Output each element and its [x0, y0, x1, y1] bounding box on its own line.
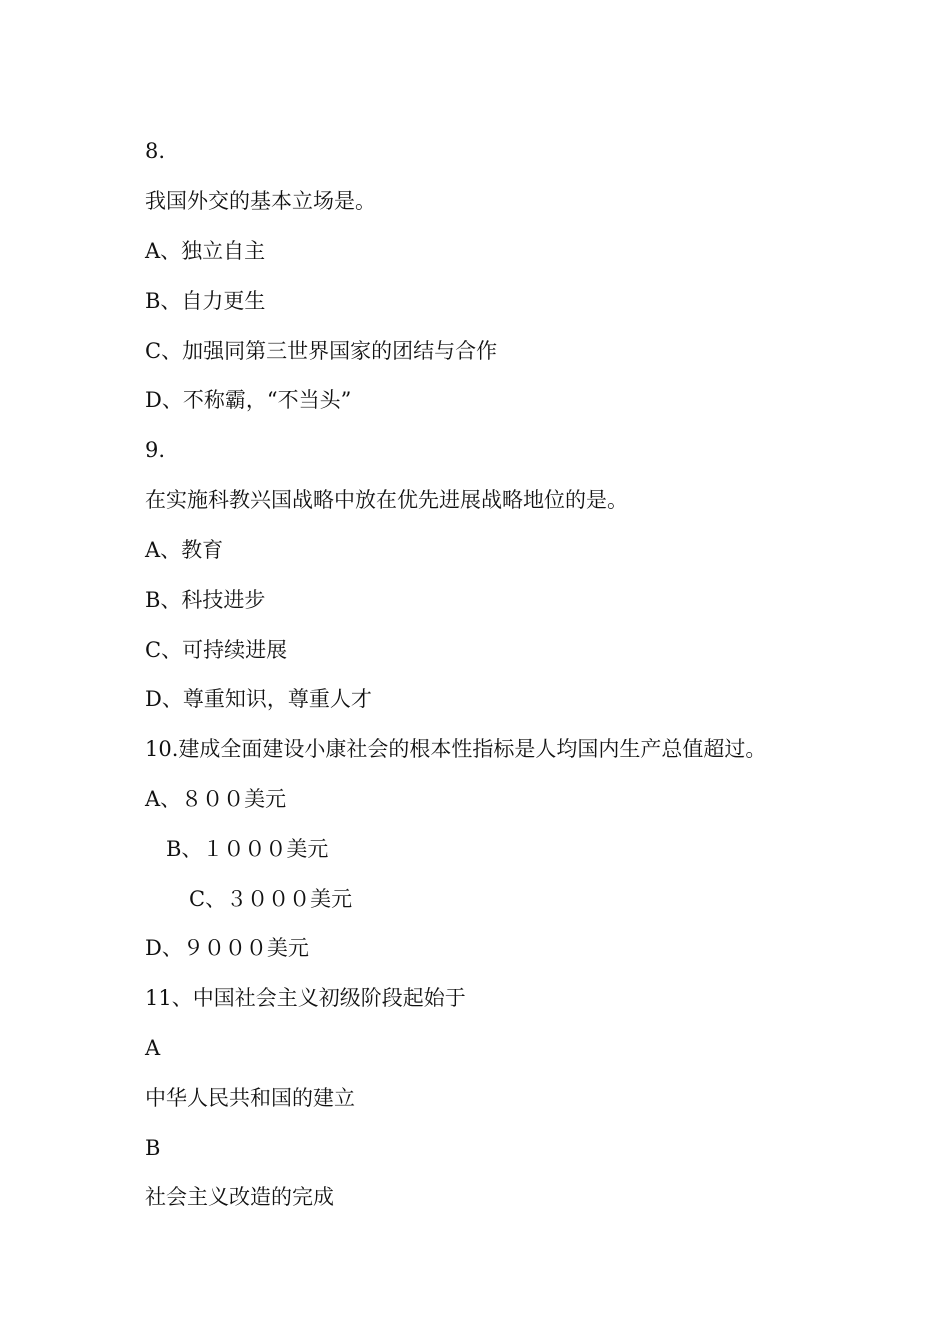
- question-11-option-a-letter: A: [145, 1036, 161, 1060]
- question-8-option-b: B、自力更生: [145, 289, 266, 313]
- question-9-option-b: B、科技进步: [145, 588, 266, 612]
- question-10-option-d: D、９０００美元: [145, 936, 309, 960]
- question-11-option-b-letter: B: [145, 1136, 161, 1160]
- question-11-text: 11、中国社会主义初级阶段起始于: [145, 986, 466, 1010]
- question-9-option-d: D、尊重知识，尊重人才: [145, 687, 372, 711]
- question-9-option-a: A、教育: [145, 538, 224, 562]
- question-8-option-c: C、加强同第三世界国家的团结与合作: [145, 339, 498, 363]
- question-8-text: 我国外交的基本立场是。: [145, 189, 376, 213]
- question-9-option-c: C、可持续进展: [145, 638, 288, 662]
- question-10-option-c: C、３０００美元: [189, 887, 353, 911]
- question-10-option-b: B、１０００美元: [166, 837, 329, 861]
- question-10-option-a: A、８００美元: [145, 787, 287, 811]
- question-11-option-b-text: 社会主义改造的完成: [145, 1185, 334, 1209]
- question-8-option-a: A、独立自主: [145, 239, 266, 263]
- question-8-number: 8.: [145, 139, 166, 163]
- question-11-option-a-text: 中华人民共和国的建立: [145, 1086, 355, 1110]
- question-8-option-d: D、不称霸，“不当头”: [145, 388, 352, 412]
- question-9-number: 9.: [145, 438, 166, 462]
- question-10-text: 10.建成全面建设小康社会的根本性指标是人均国内生产总值超过。: [145, 737, 767, 761]
- question-9-text: 在实施科教兴国战略中放在优先进展战略地位的是。: [145, 488, 628, 512]
